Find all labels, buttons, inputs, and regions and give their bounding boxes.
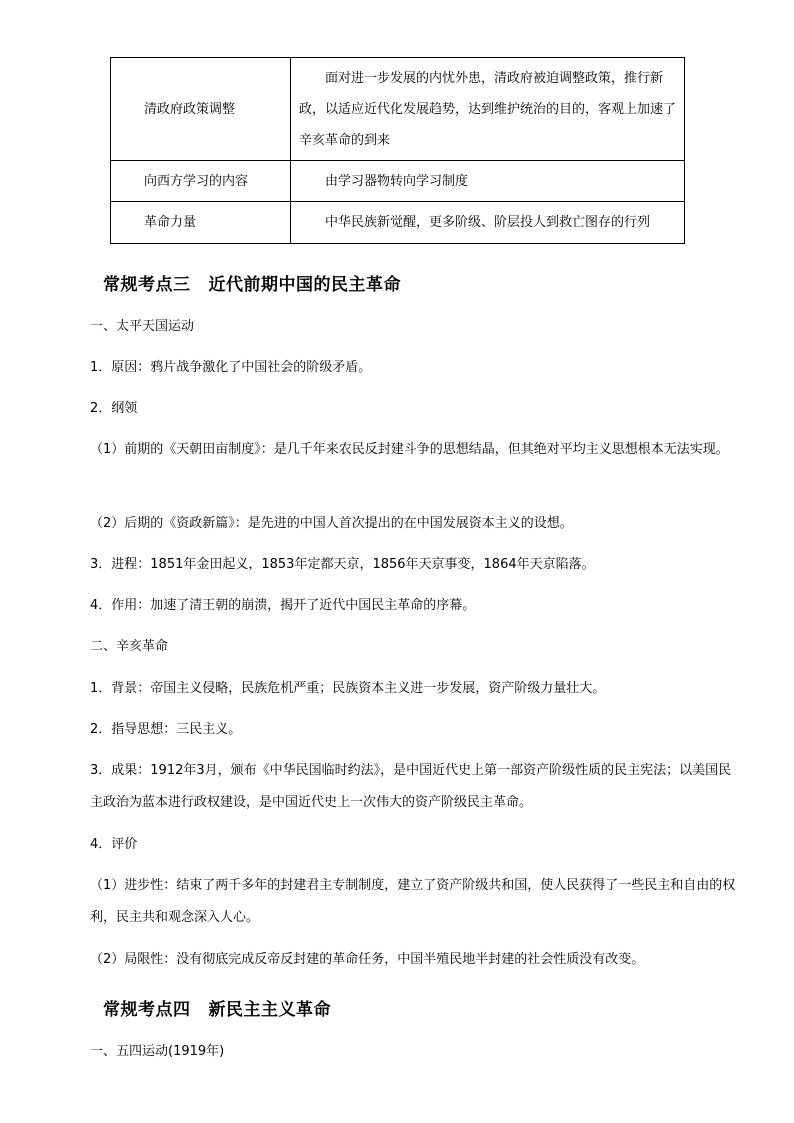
section-title: 新民主主义革命 (208, 1000, 331, 1020)
row-label: 革命力量 (144, 215, 197, 230)
row-text: 由学习器物转向学习制度 (325, 173, 469, 189)
paragraph: 2．指导思想：三民主义。 (90, 722, 242, 737)
table-cell-text (291, 161, 685, 202)
paragraph: 4．评价 (90, 837, 138, 852)
table-row (111, 161, 685, 202)
subheading-taiping: 一、太平天国运动 (90, 319, 195, 334)
table-cell-text (291, 58, 685, 161)
subheading-xinhai: 二、辛亥革命 (90, 639, 169, 654)
row-label: 清政府政策调整 (144, 101, 236, 117)
table-cell-label (111, 161, 291, 202)
paragraph: （2）局限性：没有彻底完成反帝反封建的革命任务，中国半殖民地半封建的社会性质没有改变。 (90, 952, 645, 967)
row-text: 中华民族新觉醒，更多阶级、阶层投人到救亡图存的行列 (325, 215, 651, 230)
paragraph: （1）前期的《天朝田亩制度》：是几千年来农民反封建斗争的思想结晶，但其绝对平均主义思想根本无法实现。 (90, 442, 729, 457)
section-heading-3 (103, 270, 401, 295)
paragraph: 2．纲领 (90, 401, 138, 416)
row-label: 向西方学习的内容 (144, 173, 249, 189)
table-row (111, 58, 685, 161)
paragraph: （2）后期的《资政新篇》：是先进的中国人首次提出的在中国发展资本主义的设想。 (90, 516, 573, 531)
row-text: 面对进一步发展的内忧外患，清政府被迫调整政策，推行新政，以适应近代化发展趋势，达到维护统治的目的，客观上加速了辛亥革命的到来 (299, 70, 677, 148)
section-heading-4 (103, 995, 331, 1020)
paragraph: 4．作用：加速了清王朝的崩溃，揭开了近代中国民主革命的序幕。 (90, 598, 476, 613)
table-row (111, 202, 685, 244)
summary-table (110, 57, 685, 244)
section-title: 近代前期中国的民主革命 (208, 275, 401, 295)
paragraph: 3．进程：1851年金田起义，1853年定都天京，1856年天京事变，1864年天京陷落。 (90, 557, 595, 572)
paragraph: （1）进步性：结束了两千多年的封建君主专制制度，建立了资产阶级共和国，使人民获得了一些民主和自由的权利，民主共和观念深入人心。 (90, 878, 736, 925)
paragraph: 1．原因：鸦片战争激化了中国社会的阶级矛盾。 (90, 360, 372, 375)
table-cell-label (111, 58, 291, 161)
subheading-may-fourth: 一、五四运动(1919年) (90, 1044, 225, 1059)
section-number: 常规考点三 (103, 275, 191, 295)
table-cell-label (111, 202, 291, 244)
paragraph: 1．背景：帝国主义侵略，民族危机严重；民族资本主义进一步发展，资产阶级力量壮大。 (90, 681, 606, 696)
table-cell-text (291, 202, 685, 244)
paragraph: 3．成果：1912年3月，颁布《中华民国临时约法》，是中国近代史上第一部资产阶级性质的民主宪法；以美国民主政治为蓝本进行政权建设，是中国近代史上一次伟大的资产阶级民主革命。 (90, 763, 732, 810)
section-number: 常规考点四 (103, 1000, 191, 1020)
